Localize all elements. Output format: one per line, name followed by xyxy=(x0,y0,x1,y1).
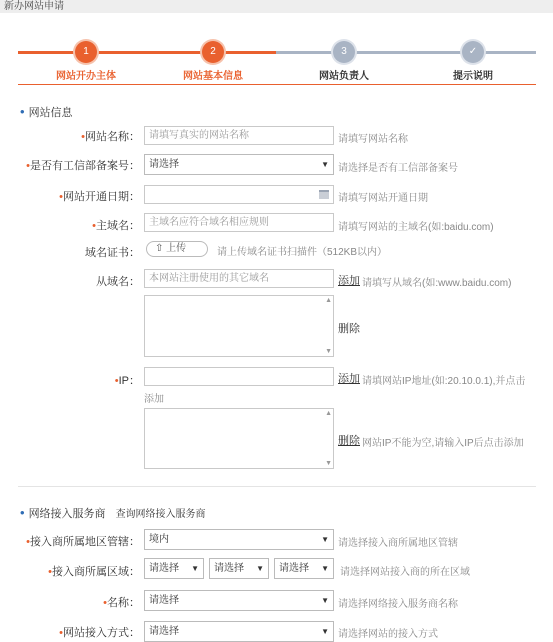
chevron-down-icon: ▼ xyxy=(321,564,329,573)
scroll-down-icon[interactable]: ▼ xyxy=(325,460,332,467)
isp-name-hint: 请选择网络接入服务商名称 xyxy=(338,599,458,610)
step-2-circle: 2 xyxy=(202,41,224,63)
access-select[interactable]: 请选择 ▼ xyxy=(144,621,334,642)
region-hint: 请选择接入商所属地区管辖 xyxy=(338,538,458,549)
section-title: 网络接入服务商 xyxy=(28,508,106,520)
open-date-hint: 请填写网站开通日期 xyxy=(338,193,428,204)
bullet-icon: • xyxy=(20,505,25,520)
section-title: 网站信息 xyxy=(28,107,73,119)
region-select[interactable]: 境内 ▼ xyxy=(144,529,334,550)
subdomain-add-link[interactable]: 添加 xyxy=(338,275,360,287)
icp-label: •是否有工信部备案号： xyxy=(26,160,140,172)
site-name-label: •网站名称： xyxy=(81,131,140,143)
required-mark: • xyxy=(26,536,30,548)
bullet-icon: • xyxy=(20,104,25,119)
ip-list[interactable] xyxy=(144,408,334,469)
cert-hint: 请上传域名证书扫描件（512KB以内） xyxy=(217,247,388,258)
subdomain-delete-link[interactable]: 删除 xyxy=(338,323,360,335)
required-mark: • xyxy=(48,566,52,578)
step-4-label: 提示说明 xyxy=(453,71,493,82)
window-title: 新办网站申请 xyxy=(0,0,553,13)
chevron-down-icon: ▼ xyxy=(321,535,329,544)
required-mark: • xyxy=(114,375,119,387)
isp-name-select[interactable]: 请选择 ▼ xyxy=(144,590,334,611)
section-divider xyxy=(18,486,536,487)
icp-select[interactable]: 请选择 ▼ xyxy=(144,154,334,175)
required-mark: • xyxy=(92,220,96,232)
site-name-hint: 请填写网站名称 xyxy=(338,134,408,145)
ip-input[interactable] xyxy=(144,367,334,386)
ip-hint: 请填网站IP地址(如:20.10.0.1),并点击 xyxy=(362,376,526,387)
section-website-info xyxy=(20,104,73,120)
required-mark: • xyxy=(59,627,63,639)
step-3-circle: 3 xyxy=(333,41,355,63)
required-mark: • xyxy=(59,191,63,203)
isp-name-label: •名称： xyxy=(103,597,140,609)
scroll-down-icon[interactable]: ▼ xyxy=(325,348,332,355)
required-mark: • xyxy=(103,597,107,609)
region-label: •接入商所属地区管辖： xyxy=(26,536,140,548)
step-4-check-icon: ✓ xyxy=(462,41,484,63)
step-3-label: 网站负责人 xyxy=(319,71,369,82)
open-date-label: •网站开通日期： xyxy=(59,191,140,203)
progress-stepper xyxy=(0,13,553,85)
subdomain-label: 从域名： xyxy=(96,276,140,288)
area-label: •接入商所属区域： xyxy=(48,566,140,578)
ip-delete-hint: 网站IP不能为空,请输入IP后点击添加 xyxy=(362,438,524,449)
open-date-input[interactable] xyxy=(144,185,334,204)
step-line-done xyxy=(18,51,276,54)
stepper-underline xyxy=(18,84,536,85)
domain-input[interactable]: 主域名应符合域名相应规则 xyxy=(144,213,334,232)
required-mark: • xyxy=(26,160,30,172)
scroll-up-icon[interactable]: ▲ xyxy=(325,297,332,304)
area-city-select[interactable]: 请选择 ▼ xyxy=(209,558,269,579)
section-isp xyxy=(20,505,206,521)
site-name-input[interactable]: 请填写真实的网站名称 xyxy=(144,126,334,145)
area-hint: 请选择网站接入商的所在区域 xyxy=(340,567,470,578)
query-isp-link[interactable]: 查询网络接入服务商 xyxy=(115,509,206,520)
upload-icon: ⇧ xyxy=(155,243,167,254)
step-2-label: 网站基本信息 xyxy=(183,71,243,82)
ip-delete-link[interactable]: 删除 xyxy=(338,435,360,447)
icp-hint: 请选择是否有工信部备案号 xyxy=(338,163,458,174)
required-mark: • xyxy=(81,131,85,143)
subdomain-list[interactable] xyxy=(144,295,334,357)
domain-label: •主域名： xyxy=(92,220,140,232)
ip-add-link[interactable]: 添加 xyxy=(338,373,360,385)
subdomain-input[interactable]: 本网站注册使用的其它域名 xyxy=(144,269,334,288)
step-1-label: 网站开办主体 xyxy=(56,71,116,82)
access-hint: 请选择网站的接入方式 xyxy=(338,629,438,640)
step-line-todo xyxy=(276,51,536,54)
chevron-down-icon: ▼ xyxy=(191,564,199,573)
calendar-icon[interactable] xyxy=(319,190,329,199)
area-province-select[interactable]: 请选择 ▼ xyxy=(144,558,204,579)
step-1-circle: 1 xyxy=(75,41,97,63)
chevron-down-icon: ▼ xyxy=(321,627,329,636)
upload-button[interactable]: ⇧ 上传 xyxy=(146,241,208,257)
cert-label: 域名证书： xyxy=(85,247,140,259)
ip-label: •IP： xyxy=(114,375,140,387)
subdomain-hint: 请填写从域名(如:www.baidu.com) xyxy=(362,278,512,289)
area-district-select[interactable]: 请选择 ▼ xyxy=(274,558,334,579)
domain-hint: 请填写网站的主域名(如:baidu.com) xyxy=(338,222,494,233)
scroll-up-icon[interactable]: ▲ xyxy=(325,410,332,417)
ip-hint-cont: 添加 xyxy=(144,394,164,405)
chevron-down-icon: ▼ xyxy=(321,160,329,169)
chevron-down-icon: ▼ xyxy=(256,564,264,573)
chevron-down-icon: ▼ xyxy=(321,596,329,605)
access-label: •网站接入方式： xyxy=(59,627,140,639)
